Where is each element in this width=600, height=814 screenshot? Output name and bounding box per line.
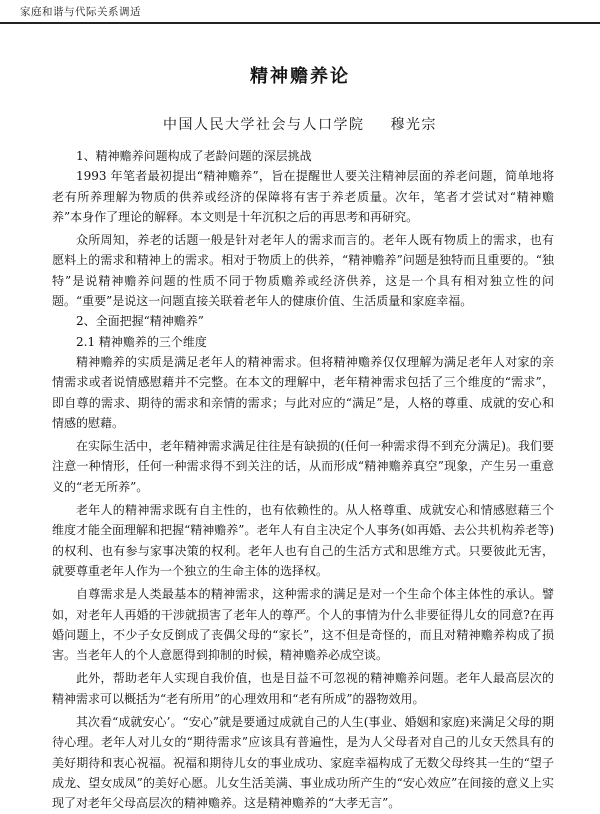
paragraph: 自尊需求是人类最基本的精神需求，这种需求的满足是对一个生命个体主体性的承认。譬如，对老年人再婚的干涉就损害了老年人的尊严。个人的事情为什么非要征得儿女的同意?在再婚问题上，不少子女反倒成了丧偶父母的“家长”，这不但是奇怪的，而且对精神赡养构成了损害。当老年人的个人意愿得到抑制的时候，精神赡养必成空谈。 xyxy=(52,587,554,663)
paragraph: 此外，帮助老年人实现自我价值，也是目益不可忽视的精神赡养问题。老年人最高层次的精神需求可以概括为“老有所用”的心理效用和“老有所成”的器物效用。 xyxy=(52,671,554,706)
article-title: 精神赡养论 xyxy=(250,66,350,87)
author-name: 穆光宗 xyxy=(390,117,437,133)
running-head: 家庭和谐与代际关系调适 xyxy=(20,6,141,18)
paragraph: 众所周知，养老的话题一般是针对老年人的需求而言的。老年人既有物质上的需求，也有愿料上的需求和精神上的需求。相对于物质上的供养，“精神赡养”问题是独特而且重要的。“独特”是说精神赡养问题的性质不同于物质赡养或经济供养，这是一个具有相对独立性的问题。“重要”是说这一问题直接关联着老年人的健康价值、生活质量和家庭幸福。 xyxy=(52,233,554,309)
paragraph: 在实际生活中，老年精神需求满足往往是有缺损的(任何一种需求得不到充分满足)。我们要注意一种情形，任何一种需求得不到关注的话，从而形成“精神赡养真空”现象，产生另一重意义的“老无所养”。 xyxy=(52,439,554,494)
author-institution: 中国人民大学社会与人口学院 xyxy=(163,117,365,133)
header-rule xyxy=(0,22,600,24)
paragraph: 其次看“成就安心’。“安心”就是要通过成就自己的人生(事业、婚姻和家庭)来满足父母的期待心理。老年人对儿女的“期待需求”应该具有普遍性，是为人父母者对自己的儿女天然具有的美好期待和衷心祝福。祝福和期待儿女的事业成功、家庭幸福构成了无数父母终其一生的“望子成龙、望女成凤”的美好心愿。儿女生活美满、事业成功所产生的“安心效应”在间接的意义上实现了对老年父母高层次的精神赡养。这是精神赡养的“大孝无言”。 xyxy=(52,715,554,811)
paragraph: 1993 年笔者最初提出“精神赡养”，旨在提醒世人要关注精神层面的养老问题，简单地将老有所养理解为物质的供养或经济的保障将有害于养老质量。次年，笔者才尝试对“精神赡养”本身作了理论的解释。本文则是十年沉积之后的再思考和再研究。 xyxy=(52,169,554,224)
section-heading: 1、精神赡养问题构成了老龄问题的深层挑战 xyxy=(76,149,312,163)
section-heading: 2、全面把握“精神赡养” xyxy=(76,314,204,329)
paragraph: 老年人的精神需求既有自主性的，也有依赖性的。从人格尊重、成就安心和情感慰藉三个维度才能全面理解和把握“精神赡养”。老年人有自主决定个人事务(如再婚、去公共机构养老等)的权利、也有参与家事决策的权利。老年人也有自己的生活方式和思维方式。只要彼此无害，就要尊重老年人作为一个独立的生命主体的选择权。 xyxy=(52,503,554,578)
subsection-heading: 2.1 精神赡养的三个维度 xyxy=(76,334,207,349)
byline xyxy=(0,114,600,134)
article-body xyxy=(52,146,554,814)
paragraph: 精神赡养的实质是满足老年人的精神需求。但将精神赡养仅仅理解为满足老年人对家的亲情需求或者说情感慰藉并不完整。在本文的理解中，老年精神需求包括了三个维度的“需求”，即自尊的需求、期待的需求和亲情的需求；与此对应的“满足”是，人格的尊重、成就的安心和情感的慰藉。 xyxy=(52,354,554,430)
